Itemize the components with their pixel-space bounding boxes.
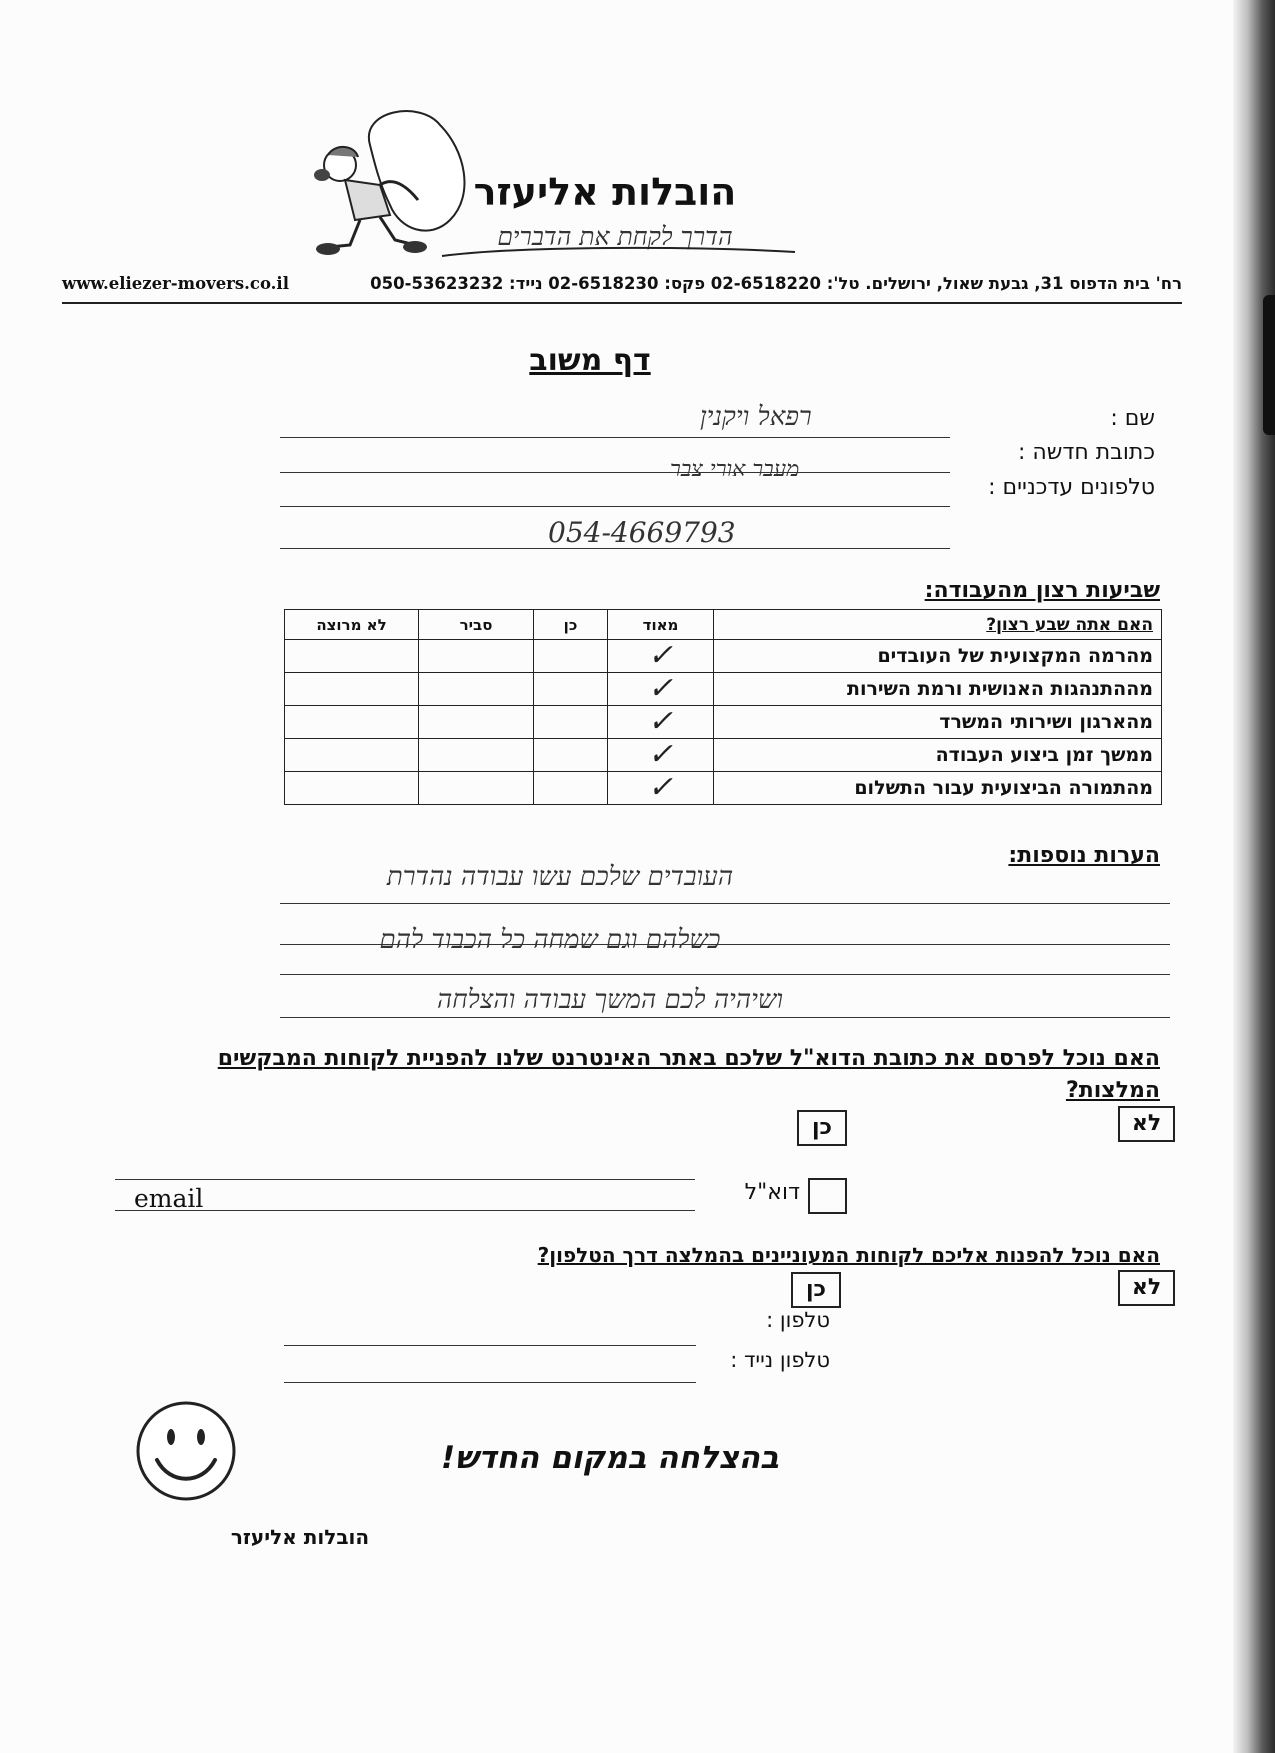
table-header-row (285, 610, 1162, 640)
phones-value: 054-4669793 (548, 516, 736, 549)
company-signature: הובלות אליעזר (230, 1525, 370, 1549)
scan-edge-tab (1263, 295, 1275, 435)
cell-fair[interactable] (419, 706, 534, 739)
smiley-face-icon (135, 1400, 237, 1502)
company-contact-line (62, 274, 1182, 293)
mobile-line (284, 1382, 696, 1383)
cell-yes[interactable] (534, 739, 608, 772)
col-header-unsatisfied: לא מרוצה (285, 610, 419, 640)
table-row (285, 706, 1162, 739)
phone-label: טלפון : (766, 1308, 830, 1332)
table-row (285, 673, 1162, 706)
address-value: מעבר אורי צבר (670, 457, 800, 482)
comment-line-4 (280, 1017, 1170, 1018)
cell-yes[interactable] (534, 673, 608, 706)
cell-unsatisfied[interactable] (285, 706, 419, 739)
row-label: מהארגון ושירותי המשרד (714, 706, 1162, 739)
table-row (285, 739, 1162, 772)
cell-fair[interactable] (419, 673, 534, 706)
col-header-very: מאוד (608, 610, 714, 640)
cell-very[interactable] (608, 706, 714, 739)
email-consent-yes-box[interactable]: כן (797, 1110, 847, 1146)
phone-line (284, 1345, 696, 1346)
table-row (285, 772, 1162, 805)
cell-unsatisfied[interactable] (285, 640, 419, 673)
address-line (280, 472, 950, 473)
name-line (280, 437, 950, 438)
email-consent-no-box[interactable]: לא (1118, 1106, 1175, 1142)
company-address: רח' בית הדפוס 31, גבעת שאול, ירושלים. טל': 02-6518220 פקס: 02-6518230 נייד: 050-53623232 (370, 274, 1182, 293)
row-label: ממשך זמן ביצוע העבודה (714, 739, 1162, 772)
company-slogan: הדרך לקחת את הדברים (497, 222, 733, 251)
cell-yes[interactable] (534, 640, 608, 673)
cell-yes[interactable] (534, 706, 608, 739)
comment-line-3 (280, 974, 1170, 975)
closing-message: בהצלחה במקום החדש! (441, 1440, 779, 1476)
cell-unsatisfied[interactable] (285, 673, 419, 706)
header-divider (62, 302, 1182, 304)
cell-very[interactable] (608, 673, 714, 706)
phone-consent-yes-box[interactable]: כן (791, 1272, 841, 1308)
mobile-label: טלפון נייד : (730, 1348, 830, 1372)
name-value: רפאל ויקנין (700, 402, 812, 432)
email-line-top (115, 1179, 695, 1180)
table-row (285, 640, 1162, 673)
check-mark-icon: ✓ (647, 671, 674, 706)
email-checkbox[interactable] (808, 1178, 847, 1214)
row-label: מההתנהגות האנושית ורמת השירות (714, 673, 1162, 706)
check-mark-icon: ✓ (647, 638, 674, 673)
satisfaction-title: שביעות רצון מהעבודה: (924, 578, 1160, 603)
email-placeholder[interactable]: email (134, 1184, 204, 1213)
phone-consent-no-box[interactable]: לא (1118, 1270, 1175, 1306)
cell-fair[interactable] (419, 772, 534, 805)
email-label: דוא"ל (744, 1180, 800, 1205)
cell-very[interactable] (608, 640, 714, 673)
phone-consent-question: האם נוכל להפנות אליכם לקוחות המעוניינים בהמלצה דרך הטלפון? (537, 1243, 1160, 1267)
company-website: www.eliezer-movers.co.il (62, 274, 289, 293)
col-header-yes: כן (534, 610, 608, 640)
comment-text-3: ושיהיה לכם המשך עבודה והצלחה (437, 985, 783, 1015)
phones-label: טלפונים עדכניים : (988, 475, 1155, 500)
check-mark-icon: ✓ (647, 770, 674, 805)
cell-unsatisfied[interactable] (285, 739, 419, 772)
address-label: כתובת חדשה : (1017, 440, 1155, 465)
phones-line-1 (280, 506, 950, 507)
comments-title: הערות נוספות: (1008, 843, 1160, 868)
check-mark-icon: ✓ (647, 737, 674, 772)
check-mark-icon: ✓ (647, 704, 674, 739)
cell-yes[interactable] (534, 772, 608, 805)
name-label: שם : (1110, 406, 1155, 431)
email-consent-question: האם נוכל לפרסם את כתובת הדוא"ל שלכם באתר האינטרנט שלנו להפניית לקוחות המבקשים המלצות? (217, 1046, 1160, 1103)
col-header-fair: סביר (419, 610, 534, 640)
cell-unsatisfied[interactable] (285, 772, 419, 805)
satisfaction-table (284, 609, 1162, 805)
cell-fair[interactable] (419, 640, 534, 673)
row-label: מהתמורה הביצועית עבור התשלום (714, 772, 1162, 805)
question-header: האם אתה שבע רצון? (714, 610, 1162, 640)
scan-binding-shadow (1233, 0, 1275, 1753)
slogan-swoosh (440, 244, 800, 264)
comment-text-1: העובדים שלכם עשו עבודה נהדרת (386, 862, 734, 892)
comment-text-2: כשלהם וגם שמחה כל הכבוד להם (379, 925, 721, 955)
cell-very[interactable] (608, 739, 714, 772)
comment-line-1 (280, 903, 1170, 904)
form-title: דף משוב (529, 343, 651, 378)
cell-fair[interactable] (419, 739, 534, 772)
cell-very[interactable] (608, 772, 714, 805)
row-label: מהרמה המקצועית של העובדים (714, 640, 1162, 673)
company-name: הובלות אליעזר (473, 170, 737, 214)
